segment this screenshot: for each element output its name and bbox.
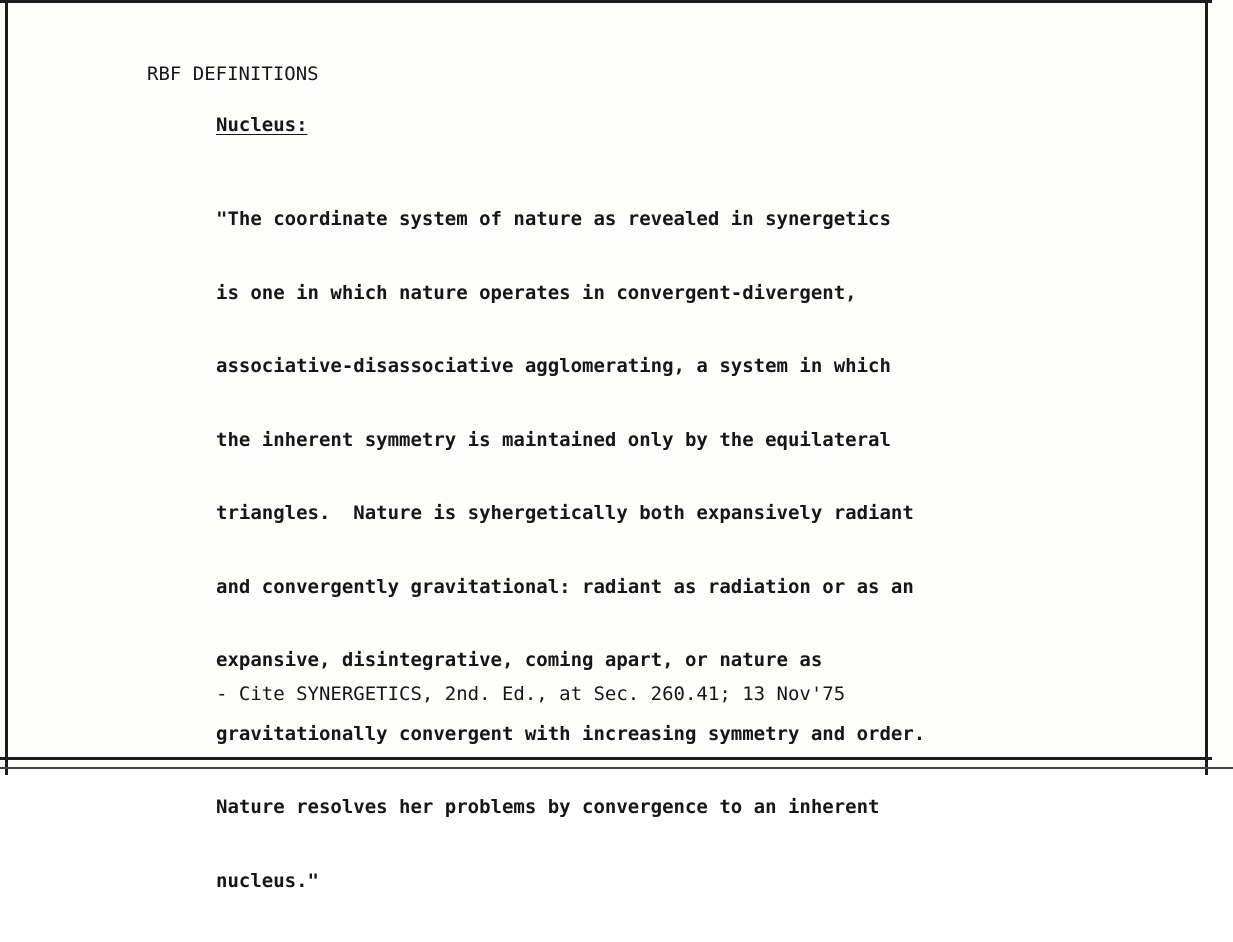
term-colon: :	[296, 114, 308, 136]
quote-line: nucleus."	[216, 869, 319, 892]
citation: - Cite SYNERGETICS, 2nd. Ed., at Sec. 260.41; 13 Nov'75	[216, 683, 846, 705]
card-border-right	[1205, 0, 1208, 775]
quote-line: is one in which nature operates in convergent-divergent,	[216, 281, 857, 304]
quote-line: associative-disassociative agglomerating, a system in which	[216, 355, 891, 377]
definition-quote	[216, 158, 925, 942]
term-title	[216, 114, 308, 136]
quote-line: expansive, disintegrative, coming apart, or nature as	[216, 649, 823, 671]
card-border-top	[0, 0, 1212, 3]
card-border-left	[5, 0, 8, 775]
quote-line: the inherent symmetry is maintained only by the equilateral	[216, 428, 891, 451]
quote-line: Nature resolves her problems by convergence to an inherent	[216, 796, 880, 818]
quote-line: triangles. Nature is syhergetically both expansively radiant	[216, 502, 914, 524]
quote-line: "The coordinate system of nature as revealed in synergetics	[216, 208, 891, 230]
quote-line: and convergently gravitational: radiant as radiation or as an	[216, 575, 914, 598]
quote-line: gravitationally convergent with increasing symmetry and order.	[216, 722, 926, 745]
document-heading: RBF DEFINITIONS	[147, 63, 319, 85]
term-label: Nucleus	[216, 114, 297, 136]
